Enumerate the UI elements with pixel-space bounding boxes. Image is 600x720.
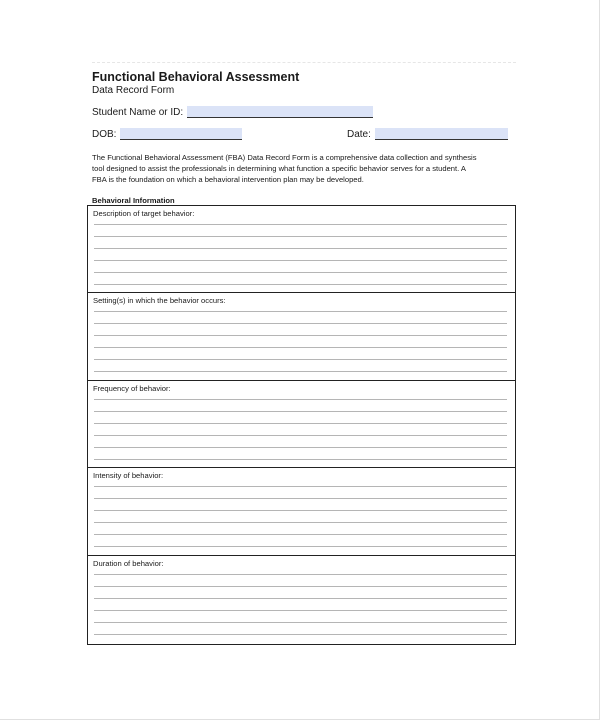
writing-line (94, 598, 507, 599)
intro-paragraph (92, 152, 512, 185)
behavior-block-description[interactable] (88, 206, 515, 293)
behavior-block-frequency[interactable] (88, 381, 515, 468)
writing-line (94, 260, 507, 261)
writing-line (94, 586, 507, 587)
behavior-block-intensity[interactable] (88, 468, 515, 555)
writing-line (94, 411, 507, 412)
writing-line (94, 534, 507, 535)
writing-line (94, 236, 507, 237)
writing-line (94, 510, 507, 511)
dob-field-row (92, 128, 242, 140)
writing-line (94, 522, 507, 523)
student-field-row (92, 106, 373, 118)
writing-line (94, 574, 507, 575)
writing-line (94, 423, 507, 424)
dob-input[interactable] (120, 128, 242, 140)
writing-line (94, 435, 507, 436)
intro-line: The Functional Behavioral Assessment (FBA) Data Record Form is a comprehensive data collection and synthesis (92, 153, 477, 162)
date-input[interactable] (375, 128, 508, 140)
writing-line (94, 447, 507, 448)
writing-line (94, 622, 507, 623)
writing-line (94, 272, 507, 273)
block-label: Setting(s) in which the behavior occurs: (93, 296, 226, 306)
writing-line (94, 284, 507, 285)
block-label: Duration of behavior: (93, 558, 164, 568)
writing-line (94, 486, 507, 487)
form-subtitle: Data Record Form (92, 85, 175, 96)
writing-line (94, 323, 507, 324)
writing-line (94, 399, 507, 400)
writing-line (94, 498, 507, 499)
writing-line (94, 459, 507, 460)
block-label: Frequency of behavior: (93, 383, 171, 393)
behavior-grid (87, 205, 516, 645)
behavior-block-duration[interactable] (88, 556, 515, 643)
writing-line (94, 359, 507, 360)
student-label: Student Name or ID: (92, 107, 184, 118)
dob-label: DOB: (92, 129, 117, 140)
writing-line (94, 610, 507, 611)
intro-line: tool designed to assist the professionals in determining what function a specific behavior serves for a student. A (92, 164, 466, 173)
section-heading: Behavioral Information (92, 196, 175, 205)
student-name-input[interactable] (187, 106, 373, 118)
block-label: Intensity of behavior: (93, 471, 164, 481)
block-label: Description of target behavior: (93, 209, 195, 218)
writing-line (94, 347, 507, 348)
writing-line (94, 224, 507, 225)
top-divider (92, 62, 516, 63)
behavior-block-settings[interactable] (88, 293, 515, 380)
intro-line: FBA is the foundation on which a behavioral intervention plan may be developed. (92, 175, 364, 184)
date-field-row (347, 128, 508, 140)
writing-line (94, 248, 507, 249)
writing-line (94, 311, 507, 312)
writing-line (94, 335, 507, 336)
form-title: Functional Behavioral Assessment (92, 70, 300, 84)
writing-line (94, 546, 507, 547)
writing-line (94, 371, 507, 372)
writing-line (94, 634, 507, 635)
date-label: Date: (347, 129, 371, 140)
